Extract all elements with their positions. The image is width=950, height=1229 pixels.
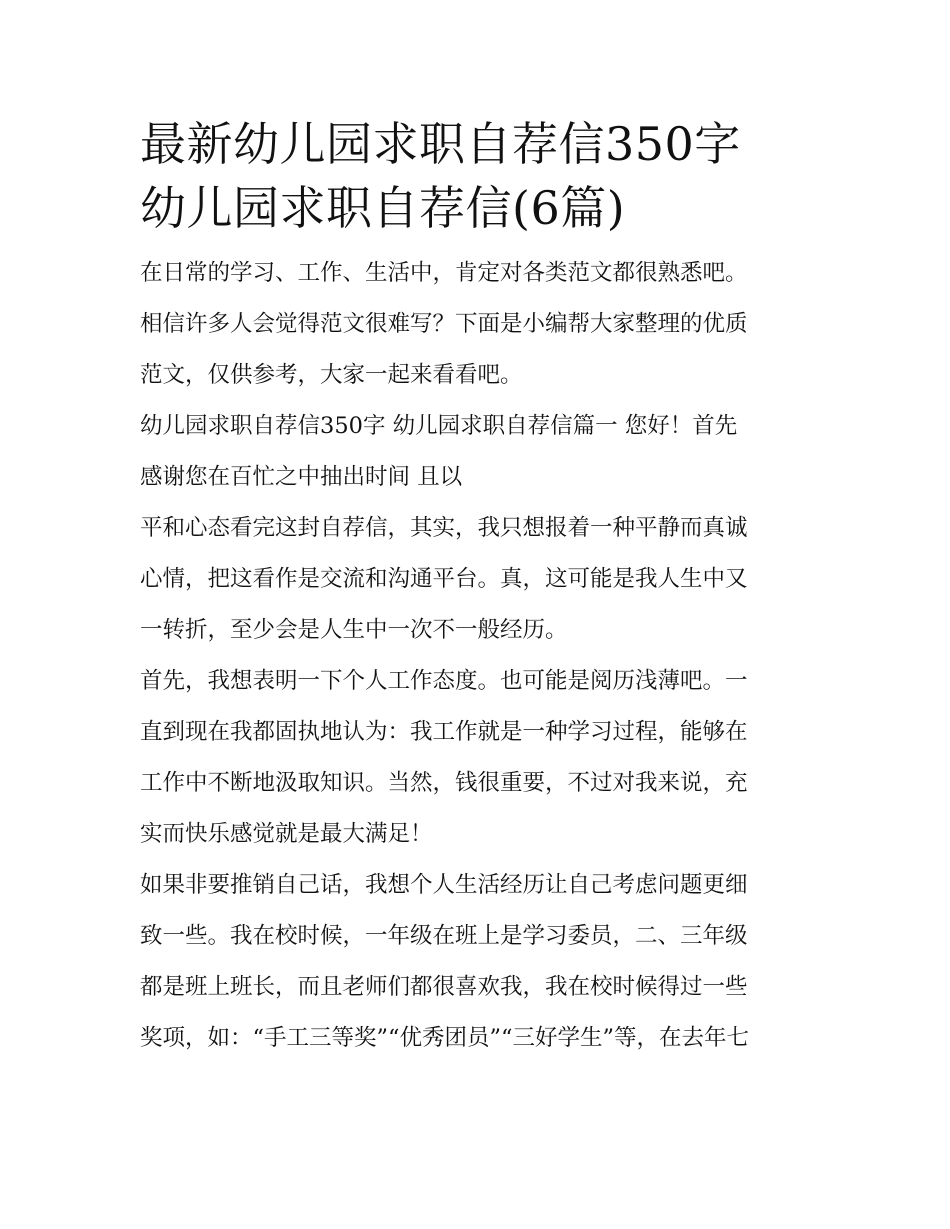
paragraph-work-attitude <box>140 656 820 860</box>
text-line: 范文，仅供参考，大家一起来看看吧。 <box>140 362 523 388</box>
text-line: 幼儿园求职自荐信350字 幼儿园求职自荐信篇一 您好！首先 <box>140 413 738 439</box>
text-line: 都是班上班长，而且老师们都很喜欢我，我在校时候得过一些 <box>140 974 748 1000</box>
text-line: 在日常的学习、工作、生活中，肯定对各类范文都很熟悉吧。 <box>140 260 748 286</box>
text-line: 心情，把这看作是交流和沟通平台。真，这可能是我人生中又 <box>140 566 748 592</box>
text-line: 致一些。我在校时候，一年级在班上是学习委员，二、三年级 <box>140 923 748 949</box>
text-line: 感谢您在百忙之中抽出时间 且以 <box>140 464 463 490</box>
text-line: 直到现在我都固执地认为：我工作就是一种学习过程，能够在 <box>140 719 748 745</box>
title-line: 幼儿园求职自荐信(6篇) <box>140 181 626 235</box>
text-line: 工作中不断地汲取知识。当然，钱很重要，不过对我来说，充 <box>140 770 748 796</box>
text-line: 实而快乐感觉就是最大满足！ <box>140 821 433 847</box>
title-line: 最新幼儿园求职自荐信350字 <box>140 117 741 171</box>
paragraph-greeting <box>140 401 820 503</box>
text-line: 相信许多人会觉得范文很难写？下面是小编帮大家整理的优质 <box>140 311 748 337</box>
paragraph-experience <box>140 860 820 1064</box>
paragraph-intro <box>140 248 820 401</box>
text-line: 平和心态看完这封自荐信，其实，我只想报着一种平静而真诚 <box>140 515 748 541</box>
text-line: 奖项，如：“手工三等奖”“优秀团员”“三好学生”等，在去年七 <box>140 1025 750 1051</box>
text-line: 如果非要推销自己话，我想个人生活经历让自己考虑问题更细 <box>140 872 748 898</box>
text-line: 首先，我想表明一下个人工作态度。也可能是阅历浅薄吧。一 <box>140 668 748 694</box>
document-title <box>140 112 820 240</box>
paragraph-attitude-intro <box>140 503 820 656</box>
text-line: 一转折，至少会是人生中一次不一般经历。 <box>140 617 568 643</box>
